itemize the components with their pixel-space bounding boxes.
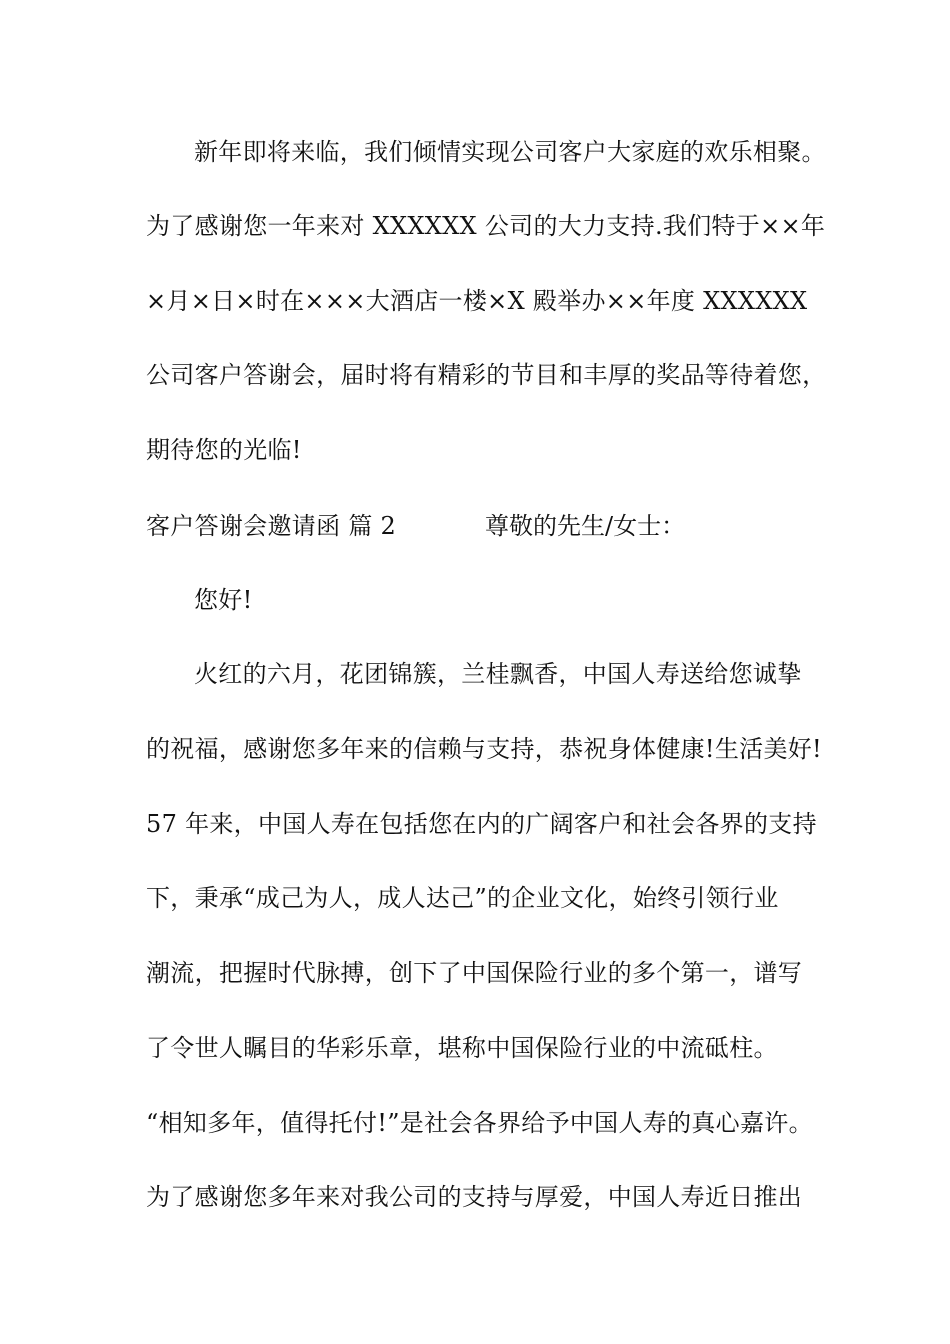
- paragraph-line: 火红的六月，花团锦簇，兰桂飘香，中国人寿送给您诚挚: [194, 660, 802, 688]
- paragraph-line: 为了感谢您多年来对我公司的支持与厚爱，中国人寿近日推出: [146, 1183, 803, 1211]
- paragraph-line: 57 年来，中国人寿在包括您在内的广阔客户和社会各界的支持: [146, 810, 817, 838]
- section-heading: 客户答谢会邀请函 篇 2: [146, 512, 397, 540]
- paragraph-line: 为了感谢您一年来对 XXXXXX 公司的大力支持.我们特于××年: [146, 212, 826, 240]
- paragraph-line: 期待您的光临!: [146, 436, 302, 464]
- paragraph-line: 下，秉承“成己为人，成人达己”的企业文化，始终引领行业: [146, 884, 779, 912]
- paragraph-line: 公司客户答谢会，届时将有精彩的节目和丰厚的奖品等待着您，: [146, 361, 827, 389]
- paragraph-line: 潮流，把握时代脉搏，创下了中国保险行业的多个第一，谱写: [146, 959, 803, 987]
- paragraph-line: 新年即将来临，我们倾情实现公司客户大家庭的欢乐相聚。: [194, 138, 826, 166]
- paragraph-line: “相知多年，值得托付!”是社会各界给予中国人寿的真心嘉许。: [146, 1109, 813, 1137]
- greeting: 您好!: [194, 586, 253, 614]
- paragraph-line: 的祝福，感谢您多年来的信赖与支持，恭祝身体健康!生活美好!: [146, 735, 822, 763]
- paragraph-line: ×月×日×时在×××大酒店一楼×X 殿举办××年度 XXXXXX: [146, 287, 808, 315]
- salutation: 尊敬的先生/女士：: [485, 512, 686, 540]
- paragraph-line: 了令世人瞩目的华彩乐章，堪称中国保险行业的中流砥柱。: [146, 1034, 778, 1062]
